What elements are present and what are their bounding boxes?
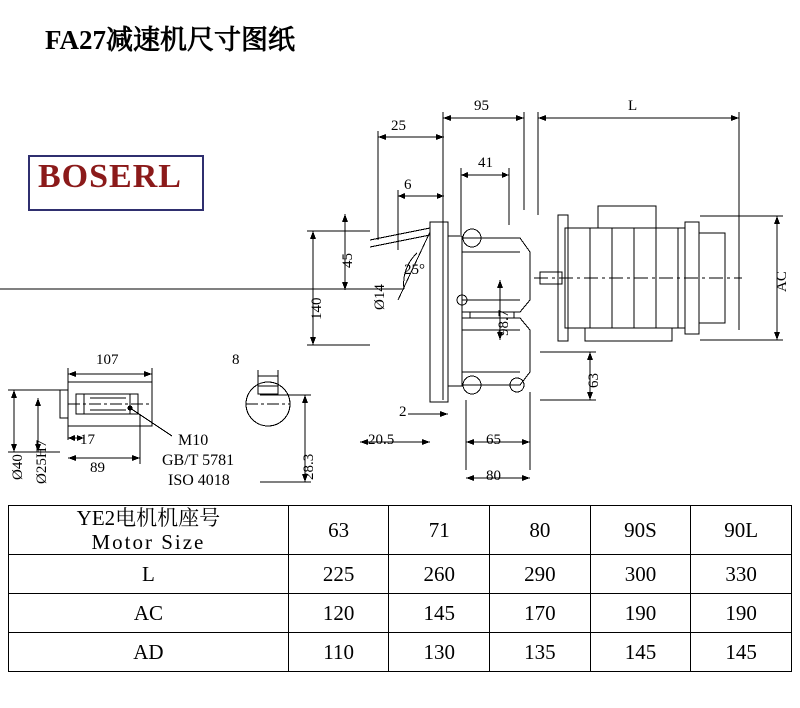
row-ad-value-3: 145 <box>590 633 691 672</box>
motor-size-1: 71 <box>389 506 490 555</box>
dim-28-3: 28.3 <box>301 453 317 480</box>
row-label-ac: AC <box>9 594 289 633</box>
dim-AC: AC <box>774 271 790 292</box>
table-row-header <box>9 506 792 555</box>
dim-98-7: 98.7 <box>496 309 512 336</box>
motor-size-header-cn: YE2电机机座号 <box>76 506 221 530</box>
dim-20-5: 20.5 <box>368 432 395 448</box>
dim-41: 41 <box>478 155 493 171</box>
dim-63: 63 <box>586 373 602 388</box>
row-ac-value-1: 145 <box>389 594 490 633</box>
specification-table <box>8 505 792 672</box>
row-label-l: L <box>9 555 289 594</box>
dim-8: 8 <box>232 352 240 368</box>
dim-dia40: Ø40 <box>10 454 26 480</box>
dim-25-deg: 25° <box>404 262 425 278</box>
row-ac-value-2: 170 <box>490 594 591 633</box>
row-ad-value-4: 145 <box>691 633 792 672</box>
motor-size-0: 63 <box>288 506 389 555</box>
dim-80: 80 <box>486 468 501 484</box>
table-row <box>9 633 792 672</box>
standard-iso: ISO 4018 <box>168 472 230 489</box>
row-ac-value-0: 120 <box>288 594 389 633</box>
row-l-value-1: 260 <box>389 555 490 594</box>
standard-gb: GB/T 5781 <box>162 452 235 469</box>
dim-95: 95 <box>474 98 489 114</box>
dim-2: 2 <box>399 404 407 420</box>
dim-107: 107 <box>96 352 119 368</box>
thread-callout: M10 <box>178 432 209 449</box>
row-l-value-4: 330 <box>691 555 792 594</box>
table-row <box>9 555 792 594</box>
dim-L: L <box>628 98 638 114</box>
dim-6: 6 <box>404 177 412 193</box>
row-ac-value-3: 190 <box>590 594 691 633</box>
motor-size-2: 80 <box>490 506 591 555</box>
motor-size-3: 90S <box>590 506 691 555</box>
row-label-ad: AD <box>9 633 289 672</box>
row-ad-value-0: 110 <box>288 633 389 672</box>
motor-size-header-en: Motor Size <box>91 530 206 555</box>
row-l-value-3: 300 <box>590 555 691 594</box>
row-ad-value-1: 130 <box>389 633 490 672</box>
motor-size-4: 90L <box>691 506 792 555</box>
logo-text: BOSERL <box>38 158 182 195</box>
row-ad-value-2: 135 <box>490 633 591 672</box>
dim-17: 17 <box>80 432 95 448</box>
dim-dia14: Ø14 <box>372 284 388 310</box>
row-l-value-0: 225 <box>288 555 389 594</box>
dim-89: 89 <box>90 460 105 476</box>
motor-size-header <box>9 506 289 555</box>
dim-45: 45 <box>340 253 356 268</box>
dim-140: 140 <box>309 297 325 320</box>
row-l-value-2: 290 <box>490 555 591 594</box>
dim-dia25h7: Ø25H7 <box>34 439 50 484</box>
row-ac-value-4: 190 <box>691 594 792 633</box>
table-row <box>9 594 792 633</box>
dim-25: 25 <box>391 118 406 134</box>
dim-65: 65 <box>486 432 501 448</box>
page-title: FA27减速机尺寸图纸 <box>45 25 295 55</box>
